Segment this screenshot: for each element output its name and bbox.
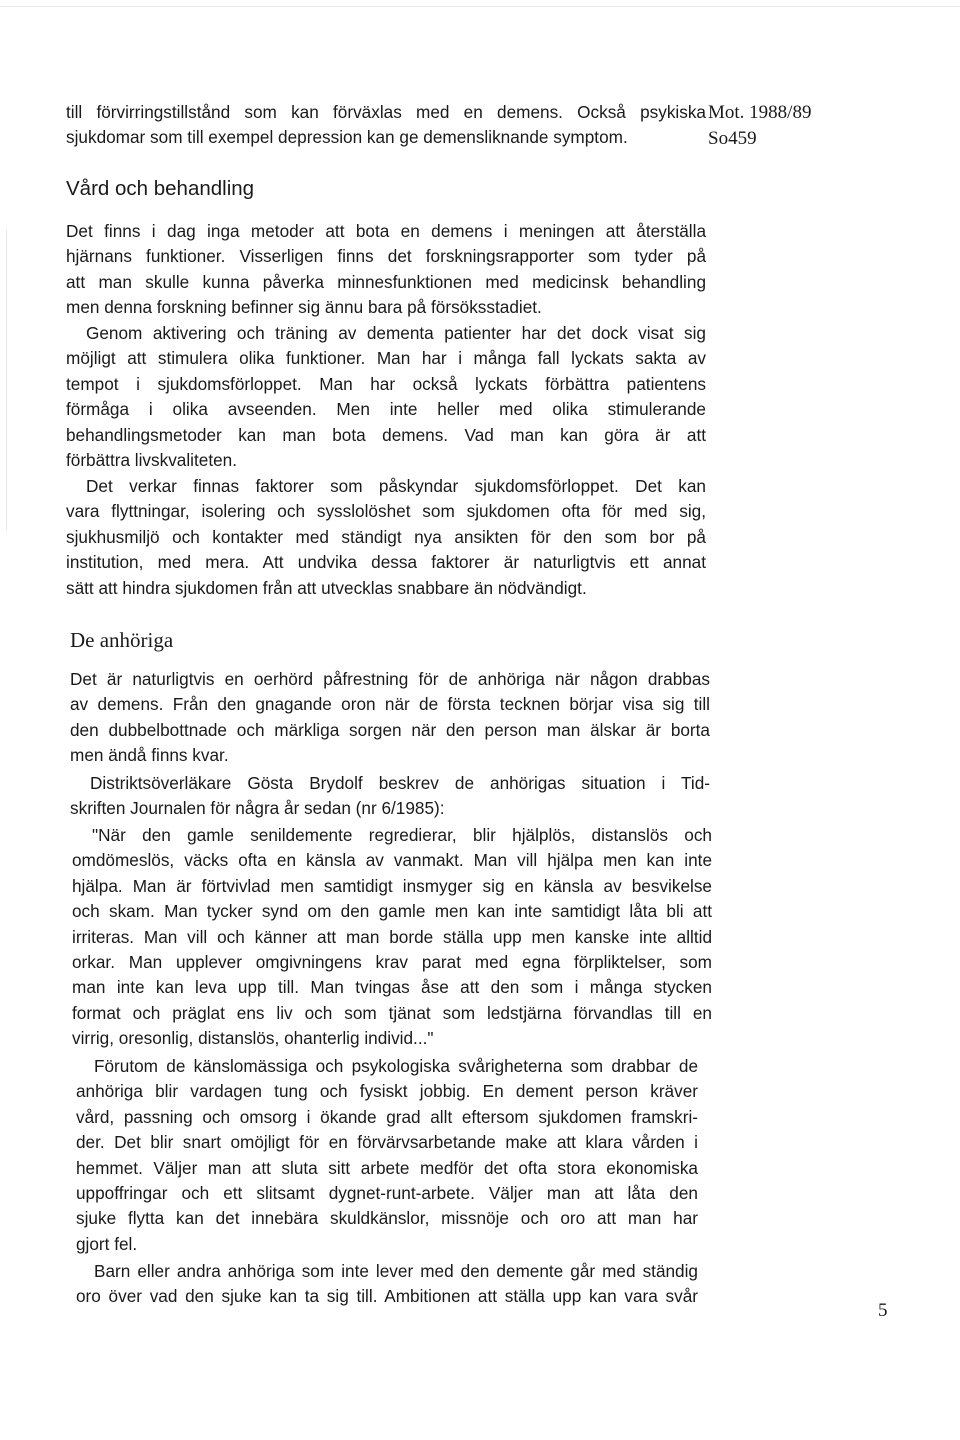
text-line: der. Det blir snart omöjligt för en förvärvsarbetande make att klara vården i (76, 1132, 698, 1153)
text-line: och skam. Man tycker synd om den gamle men kan inte samtidigt låta bli att (72, 901, 712, 922)
section-heading-care: Vård och behandling (66, 177, 255, 200)
text-line: Det verkar finnas faktorer som påskyndar sjukdomsförloppet. Det kan (86, 476, 706, 496)
text-line: oro över vad den sjuke kan ta sig till. Ambitionen att ställa upp kan vara svår (76, 1286, 698, 1307)
motion-number: Mot. 1988/89 (708, 102, 812, 123)
text-line: Distriktsöverläkare Gösta Brydolf beskrev de anhörigas situation i Tid- (90, 773, 710, 793)
scan-edge-line (0, 6, 960, 7)
paragraph (70, 771, 710, 822)
text-line: sätt att hindra sjukdomen från att utvecklas snabbare än nödvändigt. (66, 577, 587, 598)
text-line: vara flyttningar, isolering och sysslolöshet som sjukdomen ofta för med sig, (66, 501, 706, 522)
text-line: "När den gamle senildemente regredierar, blir hjälplös, distanslös och (92, 825, 712, 845)
text-line: vård, passning och omsorg i ökande grad allt eftersom sjukdomen framskri- (76, 1106, 698, 1127)
paragraph (66, 321, 706, 473)
text-line: att man skulle kunna påverka minnesfunktionen med medicinsk behandling (66, 271, 706, 292)
text-line: anhöriga blir vardagen tung och fysiskt jobbig. En dement person kräver (76, 1081, 698, 1102)
page-number: 5 (878, 1300, 888, 1321)
text-line: Genom aktivering och träning av dementa patienter har det dock visat sig (86, 323, 706, 343)
paragraph (66, 474, 706, 601)
text-line: institution, med mera. Att undvika dessa faktorer är naturligtvis ett annat (66, 552, 706, 573)
section-heading-relatives: De anhöriga (70, 628, 174, 652)
paragraph (76, 1259, 698, 1310)
text-line: virrig, oresonlig, distanslös, ohanterlig individ..." (72, 1028, 434, 1049)
text-line: Det är naturligtvis en oerhörd påfrestning för de anhöriga när någon drabbas (70, 669, 710, 689)
text-line: möjligt att stimulera olika funktioner. Man har i många fall lyckats sakta av (66, 348, 706, 369)
text-line: men ändå finns kvar. (70, 745, 229, 766)
text-line: man inte kan leva upp till. Man tvingas åse att den som i många stycken (72, 977, 712, 998)
text-line: den dubbelbottnade och märkliga sorgen när den person man älskar är borta (70, 719, 710, 740)
text-line: hjälpa. Man är förtvivlad men samtidigt insmyger sig en känsla av besvikelse (72, 875, 712, 896)
text-line: till förvirringstillstånd som kan förväxlas med en demens. Också psykiska (66, 102, 706, 122)
text-line: förbättra livskvaliteten. (66, 450, 237, 471)
text-line: förmåga i olika avseenden. Men inte heller med olika stimulerande (66, 399, 706, 420)
text-line: hjärnans funktioner. Visserligen finns det forskningsrapporter som tyder på (66, 246, 706, 267)
text-line: orkar. Man upplever omgivningens krav parat med egna förpliktelser, som (72, 952, 712, 973)
text-line: behandlingsmetoder kan man bota demens. Vad man kan göra är att (66, 424, 706, 445)
text-line: omdömeslös, väcks ofta en känsla av vanmakt. Man vill hjälpa men kan inte (72, 850, 712, 871)
text-line: tempot i sjukdomsförloppet. Man har också lyckats förbättra patientens (66, 373, 706, 394)
text-line: Det finns i dag inga metoder att bota en demens i meningen att återställa (66, 221, 706, 241)
text-line: hemmet. Väljer man att sluta sitt arbete medför det ofta stora ekonomiska (76, 1157, 698, 1178)
margin-reference (708, 100, 811, 152)
paragraph (76, 1054, 698, 1257)
intro-paragraph (66, 100, 706, 151)
paragraph (66, 219, 706, 321)
scan-edge-line (6, 230, 7, 530)
motion-code: So459 (708, 128, 757, 149)
text-line: gjort fel. (76, 1233, 138, 1254)
quotation (72, 823, 712, 1052)
text-line: Barn eller andra anhöriga som inte lever med den demente går med ständig (94, 1261, 698, 1281)
text-line: skriften Journalen för några år sedan (nr 6/1985): (70, 798, 445, 819)
text-line: Förutom de känslomässiga och psykologiska svårigheterna som drabbar de (94, 1056, 698, 1076)
text-line: format och präglat ens liv och som tjänat som ledstjärna förvandlas till en (72, 1002, 712, 1023)
text-line: av demens. Från den gnagande oron när de första tecknen börjar visa sig till (70, 694, 710, 715)
text-line: irriteras. Man vill och känner att man borde ställa upp men kanske inte alltid (72, 926, 712, 947)
paragraph (70, 667, 710, 769)
text-line: men denna forskning befinner sig ännu bara på försöksstadiet. (66, 297, 542, 318)
text-line: sjuke flytta kan det innebära skuldkänslor, missnöje och oro att man har (76, 1208, 698, 1229)
text-line: uppoffringar och ett slitsamt dygnet-runt-arbete. Väljer man att låta den (76, 1183, 698, 1204)
text-line: sjukdomar som till exempel depression kan ge demensliknande symptom. (66, 127, 628, 148)
text-line: sjukhusmiljö och kontakter med ständigt nya ansikten för den som bor på (66, 526, 706, 547)
